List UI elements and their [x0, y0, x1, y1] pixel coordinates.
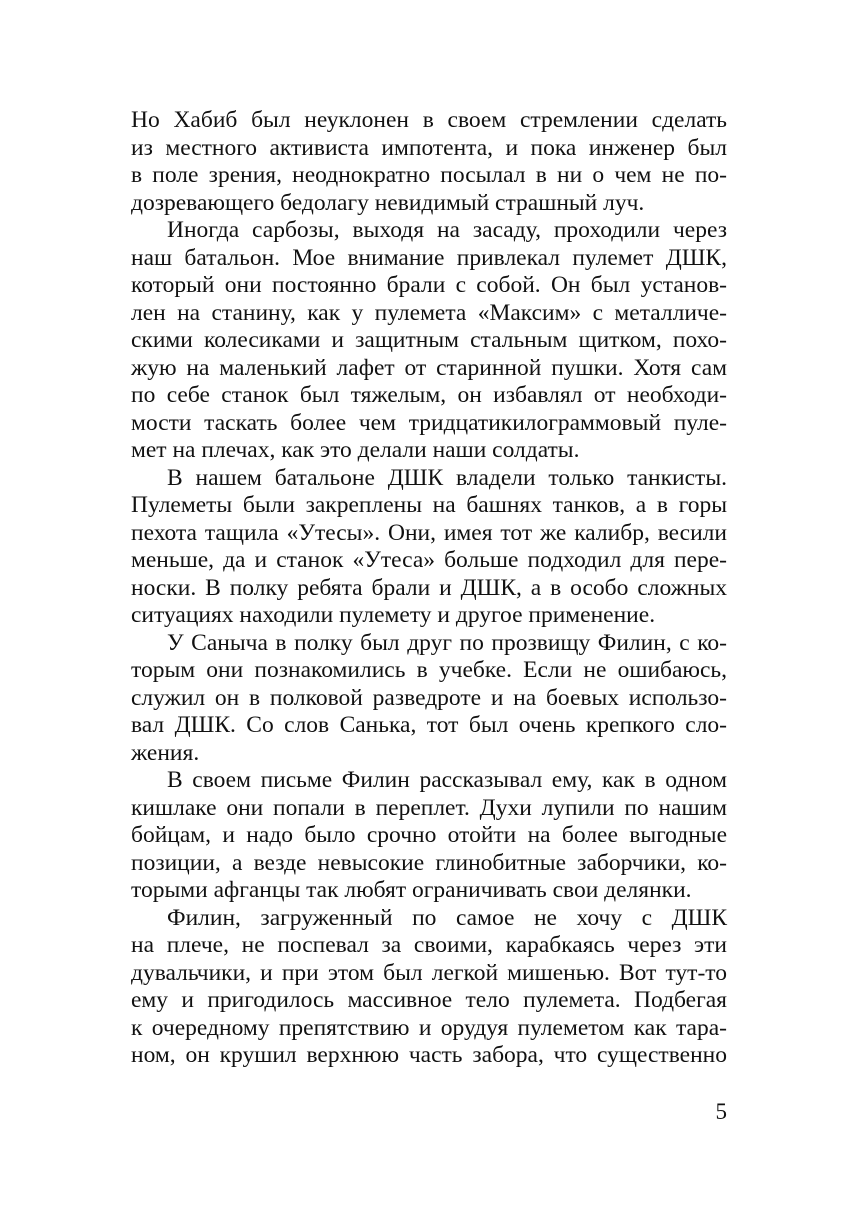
paragraph: [131, 107, 727, 217]
paragraph: [131, 217, 727, 465]
text-line: лен на станину, как у пулемета «Максим» с металличе-: [131, 299, 727, 326]
text-line: бойцам, и надо было срочно отойти на более выгодные: [131, 822, 727, 848]
text-line: из местного активиста импотента, и пока инженер был: [131, 134, 727, 161]
text-line: по себе станок был тяжелым, он избавлял от необходи-: [131, 382, 727, 408]
text-line: наш батальон. Мое внимание привлекал пулемет ДШК,: [131, 244, 727, 271]
text-line: У Саныча в полку был друг по прозвищу Филин, с ко-: [167, 629, 727, 656]
text-line: Филин, загруженный по самое не хочу с ДШК: [167, 904, 727, 931]
text-line: в поле зрения, неоднократно посылал в ни о чем не по-: [131, 162, 727, 188]
text-line: дувальчики, и при этом был легкой мишенью. Вот тут-то: [131, 959, 727, 986]
text-line: служил он в полковой разведроте и на боевых использо-: [131, 684, 727, 711]
text-line: ему и пригодилось массивное тело пулемета. Подбегая: [131, 987, 727, 1013]
text-line: мет на плечах, как это делали наши солдаты.: [131, 437, 580, 463]
text-line: кишлаке они попали в переплет. Духи лупили по нашим: [131, 794, 727, 821]
text-line: В своем письме Филин рассказывал ему, как в одном: [167, 767, 727, 793]
text-line: который они постоянно брали с собой. Он был установ-: [131, 272, 727, 298]
text-line: дозревающего бедолагу невидимый страшный луч.: [131, 189, 645, 216]
text-line: жую на маленький лафет от старинной пушки. Хотя сам: [131, 354, 727, 381]
text-line: позиции, а везде невысокие глинобитные заборчики, ко-: [131, 849, 727, 876]
text-line: Пулеметы были закреплены на башнях танков, а в горы: [131, 492, 727, 518]
text-line: В нашем батальоне ДШК владели только танкисты.: [167, 464, 727, 491]
paragraph: [131, 465, 727, 630]
text-line: пехота тащила «Утесы». Они, имея тот же калибр, весили: [131, 519, 727, 546]
paragraph: [131, 767, 727, 905]
text-line: скими колесиками и защитным стальным щитком, похо-: [131, 327, 727, 353]
page-number: 5: [715, 1099, 727, 1124]
text-line: ном, он крушил верхнюю часть забора, что существенно: [131, 1042, 727, 1068]
text-line: меньше, да и станок «Утеса» больше подходил для пере-: [131, 547, 727, 573]
text-line: носки. В полку ребята брали и ДШК, а в особо сложных: [131, 574, 727, 601]
text-line: Но Хабиб был неуклонен в своем стремлении сделать: [131, 107, 727, 133]
page-body-text: [131, 107, 727, 1070]
paragraph: [131, 630, 727, 768]
text-line: ситуациях находили пулемету и другое применение.: [131, 602, 656, 628]
text-line: на плече, не поспевал за своими, карабкаясь через эти: [131, 932, 727, 958]
text-line: вал ДШК. Со слов Санька, тот был очень крепкого сло-: [131, 712, 727, 738]
text-line: торым они познакомились в учебке. Если не ошибаюсь,: [131, 657, 727, 683]
text-line: к очередному препятствию и орудуя пулеметом как тара-: [131, 1014, 727, 1041]
text-line: Иногда сарбозы, выходя на засаду, проходили через: [167, 217, 727, 243]
text-line: жения.: [131, 739, 200, 766]
paragraph: [131, 905, 727, 1070]
text-line: торыми афганцы так любят ограничивать свои делянки.: [131, 877, 692, 903]
text-line: мости таскать более чем тридцатикилограммовый пуле-: [131, 409, 727, 436]
